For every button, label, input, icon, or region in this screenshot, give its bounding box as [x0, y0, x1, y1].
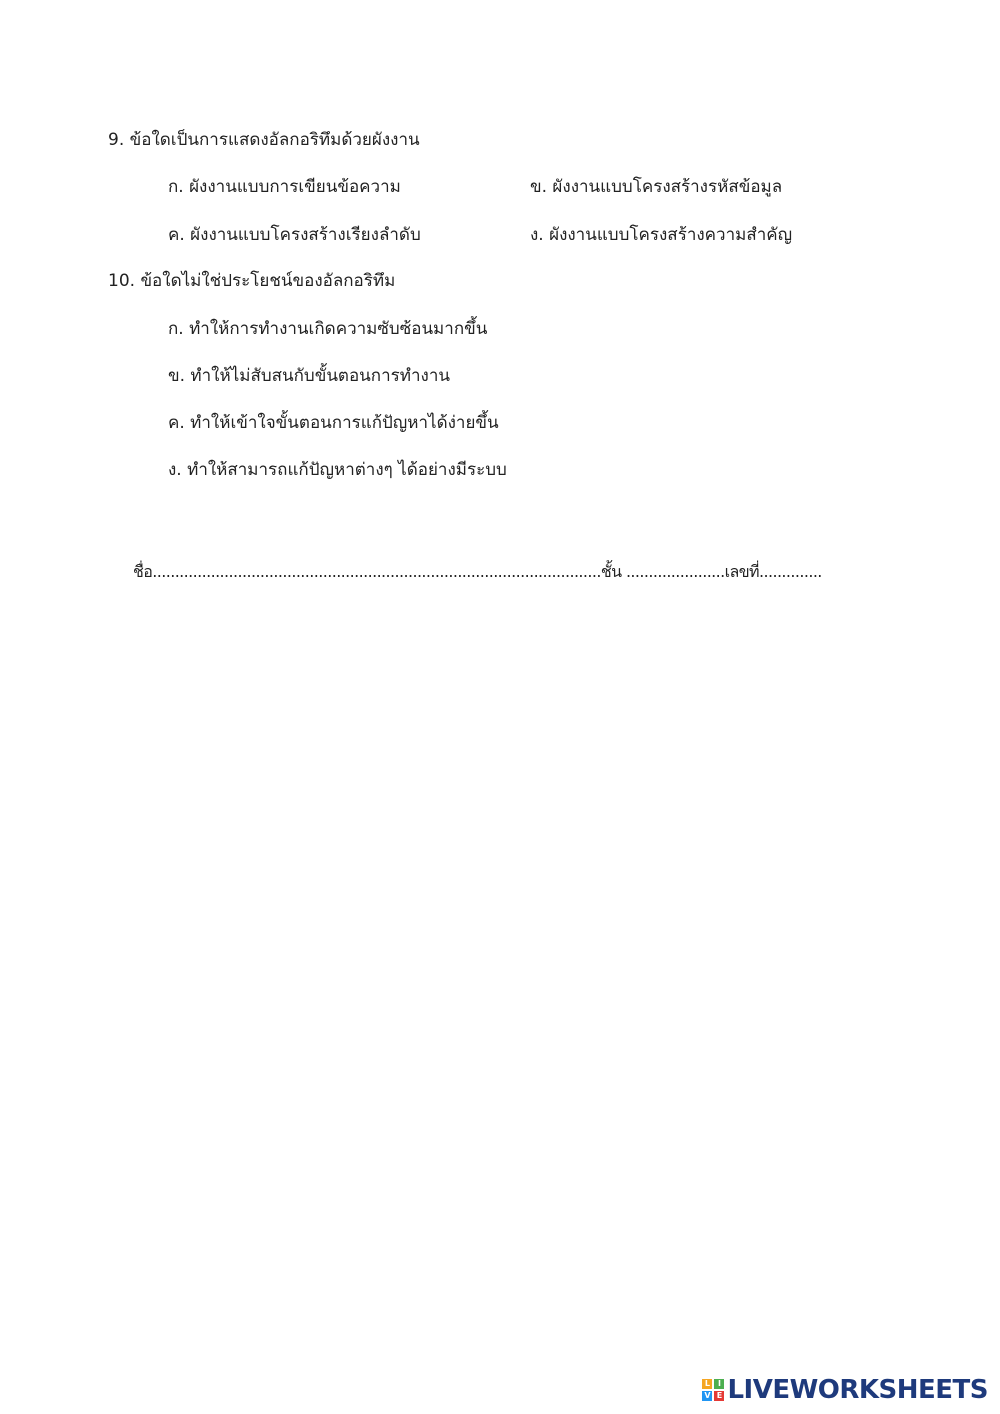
liveworksheets-logo [701, 1374, 988, 1406]
logo-letter-v: V [704, 1391, 711, 1400]
q10-option-b: ข. ทำให้ไม่สับสนกับขั้นตอนการทำงาน [168, 366, 450, 386]
logo-letter-i: I [714, 1379, 724, 1389]
q9-option-d: ง. ผังงานแบบโครงสร้างความสำคัญ [530, 225, 793, 245]
liveworksheets-logo-mark [701, 1378, 725, 1402]
q9-option-b: ข. ผังงานแบบโครงสร้างรหัสข้อมูล [530, 177, 783, 197]
question-10: 10. ข้อใดไม่ใช่ประโยชน์ของอัลกอริทึม [108, 271, 396, 291]
q10-option-d: ง. ทำให้สามารถแก้ปัญหาต่างๆ ได้อย่างมีระบบ [168, 460, 507, 480]
logo-letter-e: E [714, 1391, 724, 1401]
student-info-line: ชื่อ....................................................................................................ชั้น ......................เลขที่.............. [133, 562, 822, 581]
q10-option-a: ก. ทำให้การทำงานเกิดความซับซ้อนมากขึ้น [168, 319, 488, 339]
q10-option-c: ค. ทำให้เข้าใจขั้นตอนการแก้ปัญหาได้ง่ายขึ้น [168, 413, 499, 433]
q9-option-c: ค. ผังงานแบบโครงสร้างเรียงลำดับ [168, 225, 421, 245]
question-9: 9. ข้อใดเป็นการแสดงอัลกอริทึมด้วยผังงาน [108, 130, 420, 150]
logo-letter-l: L [702, 1379, 712, 1389]
liveworksheets-logo-text: LIVEWORKSHEETS [727, 1375, 988, 1405]
q9-option-a: ก. ผังงานแบบการเขียนข้อความ [168, 177, 401, 197]
